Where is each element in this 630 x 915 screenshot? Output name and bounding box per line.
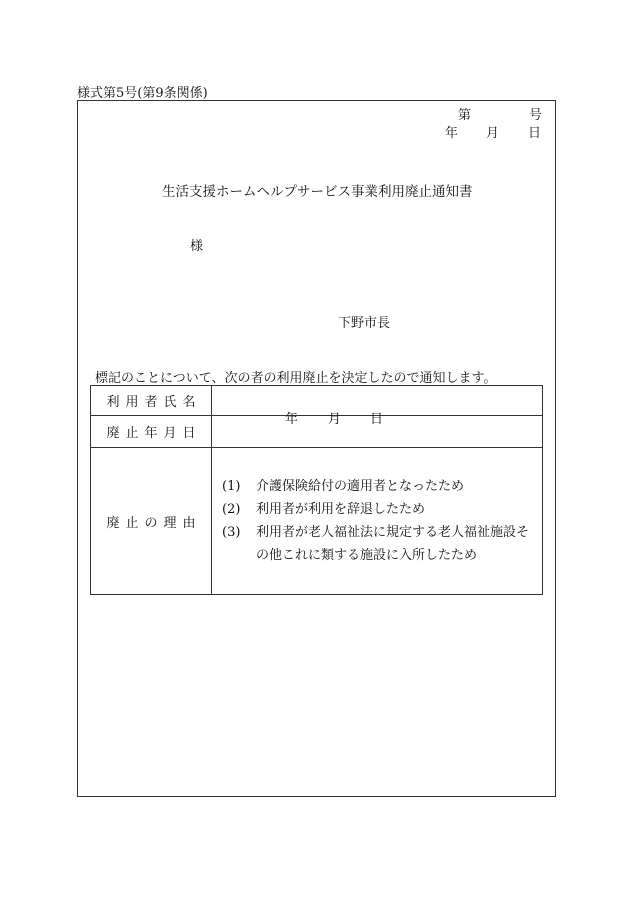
reason-number: (1) bbox=[222, 479, 241, 494]
reason-number: (3) bbox=[222, 525, 241, 540]
addressee-suffix: 様 bbox=[190, 239, 204, 254]
date-value-cell bbox=[212, 412, 543, 448]
reason-label-cell bbox=[91, 448, 212, 595]
document-title: 生活支援ホームヘルプサービス事業利用廃止通知書 bbox=[162, 184, 473, 200]
date-label-cell bbox=[91, 416, 212, 448]
date-day: 日 bbox=[528, 126, 542, 141]
number-suffix: 号 bbox=[528, 108, 542, 123]
date-label: 廃止年月日 bbox=[106, 426, 202, 441]
reason-label: 廃止の理由 bbox=[106, 515, 202, 531]
date-month: 月 bbox=[486, 126, 500, 141]
abolish-date-year: 年 bbox=[285, 412, 299, 427]
details-table bbox=[90, 385, 543, 595]
abolish-date-day: 日 bbox=[370, 412, 384, 427]
list-item bbox=[222, 498, 542, 521]
form-number-label: 様式第5号(第9条関係) bbox=[77, 86, 208, 101]
table-row bbox=[91, 416, 543, 448]
reason-text: 介護保険給付の適用者となったため bbox=[256, 479, 465, 494]
name-label-cell bbox=[91, 386, 212, 416]
reason-text: 利用者が利用を辞退したため bbox=[256, 502, 426, 517]
issuer-name: 下野市長 bbox=[338, 316, 391, 331]
reason-continuation: の他これに類する施設に入所したため bbox=[256, 548, 478, 563]
table-row bbox=[91, 386, 543, 416]
list-item bbox=[222, 475, 542, 498]
name-label: 利用者氏名 bbox=[106, 395, 202, 410]
abolish-date-month: 月 bbox=[328, 412, 342, 427]
reason-list bbox=[212, 475, 542, 567]
reason-number: (2) bbox=[222, 502, 241, 517]
intro-text: 標記のことについて、次の者の利用廃止を決定したので通知します。 bbox=[95, 371, 497, 386]
table-row bbox=[91, 448, 543, 595]
list-item bbox=[222, 521, 542, 544]
reason-text: 利用者が老人福祉法に規定する老人福祉施設そ bbox=[256, 525, 530, 540]
reason-value-cell bbox=[212, 448, 543, 595]
date-year: 年 bbox=[445, 126, 459, 141]
number-prefix: 第 bbox=[458, 108, 472, 123]
